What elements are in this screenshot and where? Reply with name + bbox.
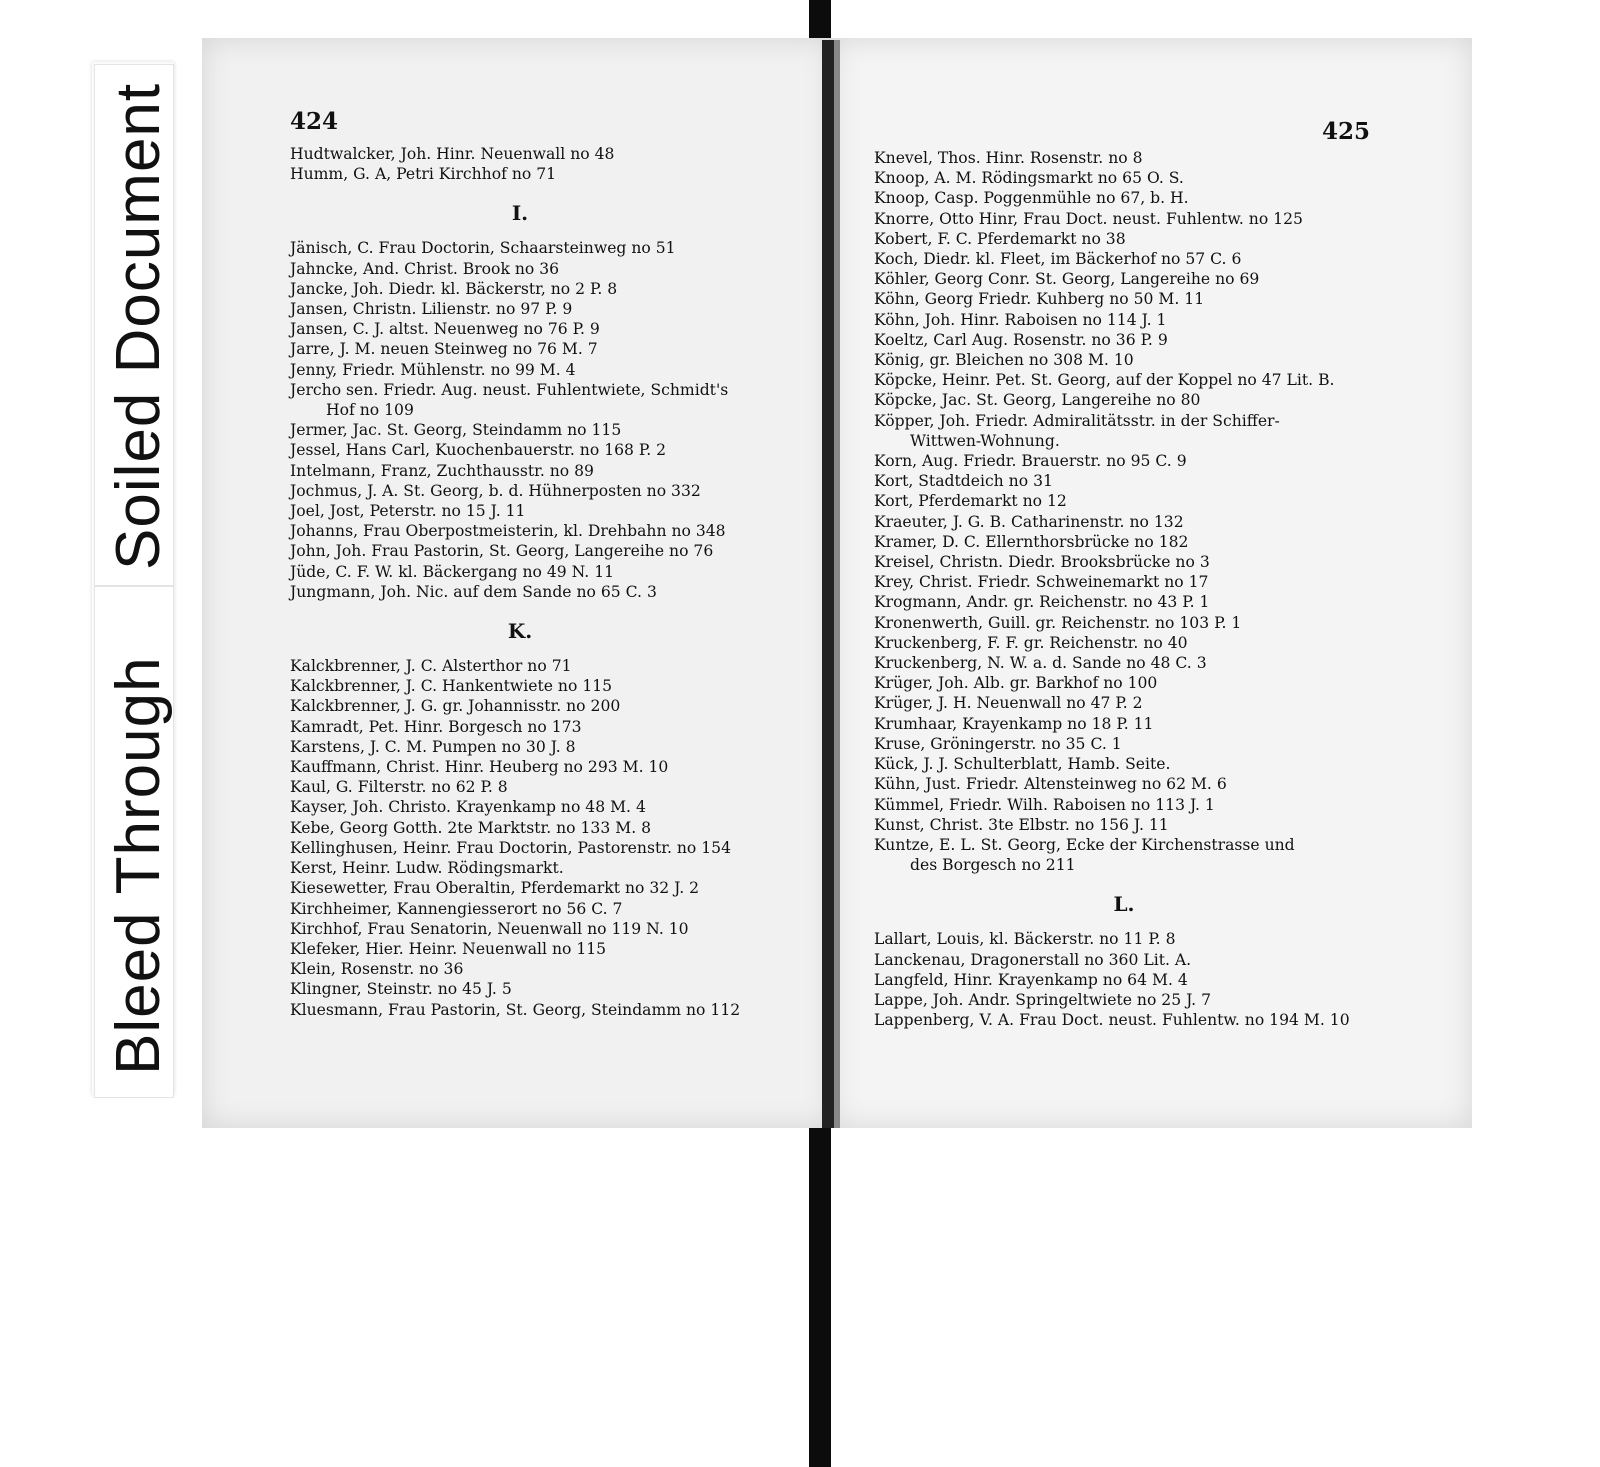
directory-entry: Kreisel, Christn. Diedr. Brooksbrücke no 3 [874,553,1210,572]
section-heading-l: L. [1113,892,1135,917]
directory-entry: Jahncke, And. Christ. Brook no 36 [290,259,560,278]
directory-entry: Kort, Stadtdeich no 31 [874,472,1053,491]
directory-entry: Hof no 109 [326,401,414,420]
directory-entry: Jancke, Joh. Diedr. kl. Bäckerstr, no 2 P. 8 [290,279,618,298]
soiled-document-text: Soiled Document [104,82,173,570]
directory-entry: Kebe, Georg Gotth. 2te Marktstr. no 133 M. 8 [290,818,652,837]
left-page [202,38,832,1128]
book-spine-bottom [809,1127,831,1467]
directory-entry: Intelmann, Franz, Zuchthausstr. no 89 [290,461,594,480]
right-page-entries [874,148,1374,1030]
directory-entry: Lallart, Louis, kl. Bäckerstr. no 11 P. 8 [874,930,1176,949]
directory-entry: Kiesewetter, Frau Oberaltin, Pferdemarkt no 32 J. 2 [290,879,700,898]
directory-entry: Kamradt, Pet. Hinr. Borgesch no 173 [290,717,582,736]
directory-entry: Kalckbrenner, J. C. Hankentwiete no 115 [290,677,613,696]
directory-entry: Karstens, J. C. M. Pumpen no 30 J. 8 [290,737,576,756]
directory-entry: Knoop, A. M. Rödingsmarkt no 65 O. S. [874,169,1184,188]
directory-entry: Jenny, Friedr. Mühlenstr. no 99 M. 4 [290,360,576,379]
directory-entry: Kirchheimer, Kannengiesserort no 56 C. 7 [290,899,623,918]
directory-entry: Kronenwerth, Guill. gr. Reichenstr. no 103 P. 1 [874,613,1242,632]
directory-entry: Hudtwalcker, Joh. Hinr. Neuenwall no 48 [290,145,615,163]
directory-entry: Kalckbrenner, J. C. Alsterthor no 71 [290,657,572,676]
directory-entry: Jermer, Jac. St. Georg, Steindamm no 115 [290,421,622,440]
directory-entry: Krüger, Joh. Alb. gr. Barkhof no 100 [874,674,1158,693]
directory-entry: Klingner, Steinstr. no 45 J. 5 [290,980,512,999]
right-page [832,38,1472,1128]
directory-entry: Kühn, Just. Friedr. Altensteinweg no 62 M. 6 [874,775,1227,794]
directory-entry: Kruckenberg, N. W. a. d. Sande no 48 C. 3 [874,654,1207,673]
directory-entry: Lappe, Joh. Andr. Springeltwiete no 25 J. 7 [874,990,1211,1009]
directory-entry: Jansen, C. J. altst. Neuenweg no 76 P. 9 [290,320,600,339]
section-heading-k: K. [507,619,533,644]
directory-entry: König, gr. Bleichen no 308 M. 10 [874,351,1134,370]
directory-entry: Knorre, Otto Hinr, Frau Doct. neust. Fuhlentw. no 125 [874,209,1303,228]
directory-entry: Köpcke, Jac. St. Georg, Langereihe no 80 [874,391,1201,410]
directory-entry: Köpper, Joh. Friedr. Admiralitätsstr. in der Schiffer- [874,411,1280,430]
directory-entry: des Borgesch no 211 [910,856,1076,875]
directory-entry: Kobert, F. C. Pferdemarkt no 38 [874,229,1126,248]
left-page-number: 424 [290,108,339,135]
section-heading-i: I. [511,201,529,226]
directory-entry: Kirchhof, Frau Senatorin, Neuenwall no 119 N. 10 [290,919,689,938]
bleed-through-text: Bleed Through [104,656,173,1075]
directory-entry: Jansen, Christn. Lilienstr. no 97 P. 9 [290,300,573,319]
directory-entry: Klein, Rosenstr. no 36 [290,960,464,979]
directory-entry: Kümmel, Friedr. Wilh. Raboisen no 113 J. 1 [874,795,1215,814]
soiled-document-label [94,64,174,586]
directory-entry: Krumhaar, Krayenkamp no 18 P. 11 [874,714,1154,733]
page-gutter-edge [834,40,840,1128]
directory-entry: Joel, Jost, Peterstr. no 15 J. 11 [290,502,526,521]
directory-entry: Klefeker, Hier. Heinr. Neuenwall no 115 [290,939,607,958]
directory-entry: Kunst, Christ. 3te Elbstr. no 156 J. 11 [874,815,1169,834]
directory-entry: Köhn, Joh. Hinr. Raboisen no 114 J. 1 [874,310,1167,329]
directory-entry: Kraeuter, J. G. B. Catharinenstr. no 132 [874,512,1184,531]
directory-entry: Kluesmann, Frau Pastorin, St. Georg, Steindamm no 112 [290,1000,741,1019]
directory-entry: Kaul, G. Filterstr. no 62 P. 8 [290,778,508,797]
directory-entry: Kauffmann, Christ. Hinr. Heuberg no 293 M. 10 [290,758,669,777]
directory-entry: Kellinghusen, Heinr. Frau Doctorin, Pastorenstr. no 154 [290,838,732,857]
directory-entry: Koeltz, Carl Aug. Rosenstr. no 36 P. 9 [874,330,1168,349]
directory-entry: Jercho sen. Friedr. Aug. neust. Fuhlentwiete, Schmidt's [290,380,729,399]
bleed-through-label [94,586,174,1098]
directory-entry: Kück, J. J. Schulterblatt, Hamb. Seite. [874,755,1171,774]
directory-entry: Lanckenau, Dragonerstall no 360 Lit. A. [874,950,1192,969]
directory-entry: Kayser, Joh. Christo. Krayenkamp no 48 M. 4 [290,798,646,817]
directory-entry: Johanns, Frau Oberpostmeisterin, kl. Drehbahn no 348 [290,522,726,541]
directory-entry: Langfeld, Hinr. Krayenkamp no 64 M. 4 [874,970,1188,989]
directory-entry: Jarre, J. M. neuen Steinweg no 76 M. 7 [290,340,598,359]
directory-entry: Köpcke, Heinr. Pet. St. Georg, auf der Koppel no 47 Lit. B. [874,371,1335,390]
directory-entry: Kuntze, E. L. St. Georg, Ecke der Kirchenstrasse und [874,835,1295,854]
directory-entry: Krey, Christ. Friedr. Schweinemarkt no 17 [874,573,1209,592]
directory-entry: John, Joh. Frau Pastorin, St. Georg, Langereihe no 76 [290,542,714,561]
right-page-number: 425 [1322,118,1371,145]
directory-entry: Krüger, J. H. Neuenwall no 47 P. 2 [874,694,1143,713]
directory-entry: Lappenberg, V. A. Frau Doct. neust. Fuhlentw. no 194 M. 10 [874,1011,1350,1030]
directory-entry: Kerst, Heinr. Ludw. Rödingsmarkt. [290,859,564,878]
directory-entry: Kruckenberg, F. F. gr. Reichenstr. no 40 [874,633,1188,652]
directory-entry: Knoop, Casp. Poggenmühle no 67, b. H. [874,189,1189,208]
directory-entry: Knevel, Thos. Hinr. Rosenstr. no 8 [874,149,1143,167]
directory-entry: Kort, Pferdemarkt no 12 [874,492,1067,511]
directory-entry: Korn, Aug. Friedr. Brauerstr. no 95 C. 9 [874,452,1187,471]
directory-entry: Kramer, D. C. Ellernthorsbrücke no 182 [874,532,1189,551]
directory-entry: Koch, Diedr. kl. Fleet, im Bäckerhof no 57 C. 6 [874,250,1242,269]
directory-entry: Köhler, Georg Conr. St. Georg, Langereihe no 69 [874,270,1260,289]
directory-entry: Köhn, Georg Friedr. Kuhberg no 50 M. 11 [874,290,1205,309]
directory-entry: Jüde, C. F. W. kl. Bäckergang no 49 N. 11 [290,562,615,581]
directory-entry: Wittwen-Wohnung. [910,431,1060,450]
directory-entry: Krogmann, Andr. gr. Reichenstr. no 43 P. 1 [874,593,1210,612]
directory-entry: Kalckbrenner, J. G. gr. Johannisstr. no 200 [290,697,621,716]
directory-entry: Kruse, Gröningerstr. no 35 C. 1 [874,734,1122,753]
directory-entry: Jochmus, J. A. St. Georg, b. d. Hühnerposten no 332 [290,481,701,500]
left-page-entries [290,144,750,1020]
directory-entry: Jänisch, C. Frau Doctorin, Schaarsteinweg no 51 [290,239,676,258]
directory-entry: Humm, G. A, Petri Kirchhof no 71 [290,165,557,184]
directory-entry: Jessel, Hans Carl, Kuochenbauerstr. no 168 P. 2 [290,441,667,460]
directory-entry: Jungmann, Joh. Nic. auf dem Sande no 65 C. 3 [290,582,657,601]
